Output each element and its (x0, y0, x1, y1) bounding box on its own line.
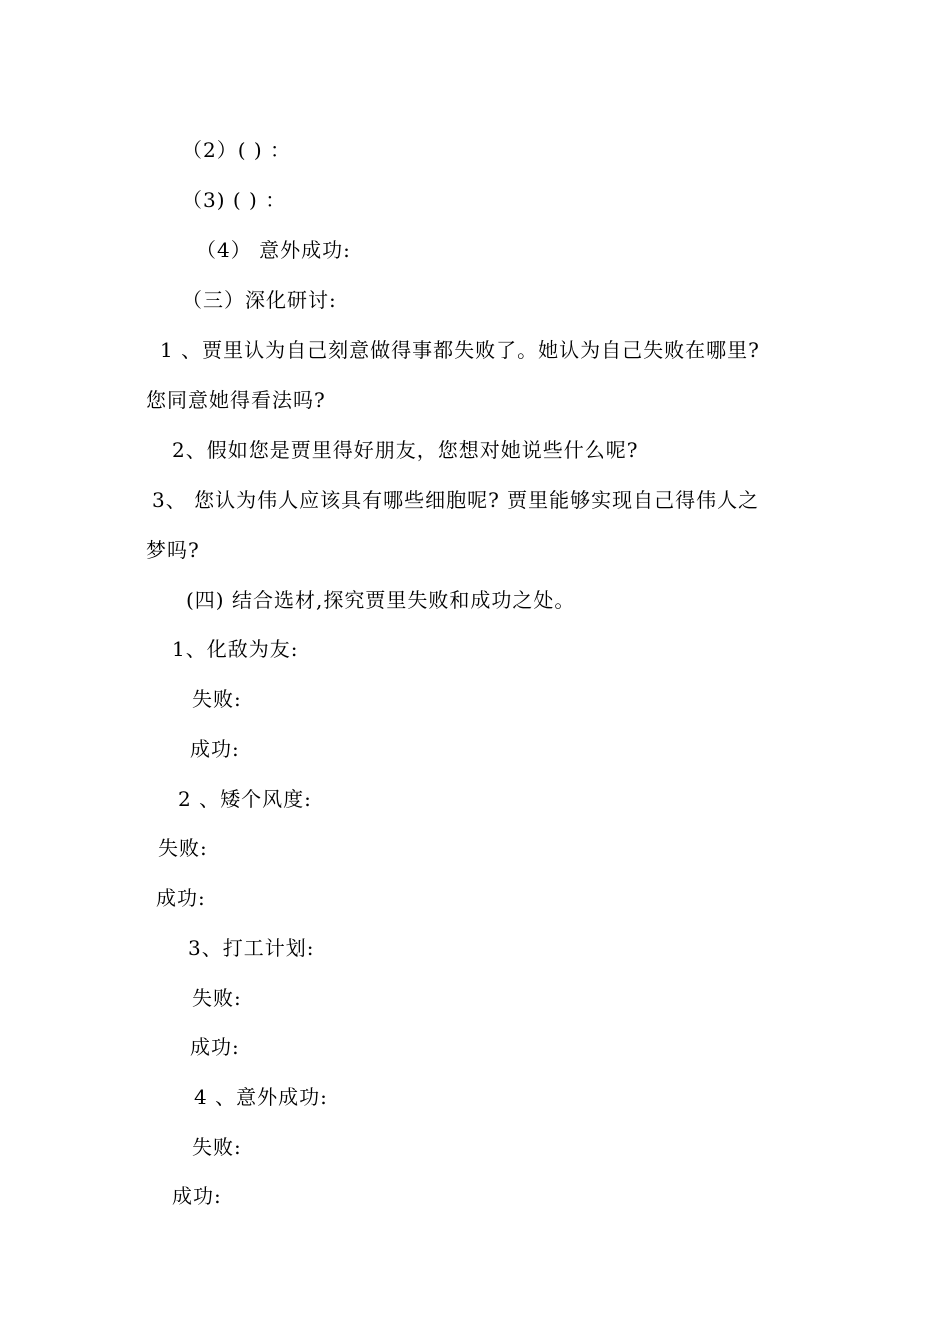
topic-2-success: 成功: (156, 886, 206, 910)
topic-4-success: 成功: (172, 1184, 222, 1208)
topic-4-heading: 4 、意外成功: (194, 1085, 328, 1109)
item-2-blank: （2）( ) ： (182, 138, 292, 162)
topic-4-failure: 失败: (192, 1135, 242, 1159)
item-4-unexpected-success: （4） 意外成功: (196, 238, 351, 262)
topic-1-heading: 1、化敌为友: (172, 637, 299, 661)
question-2: 2、假如您是贾里得好朋友，您想对她说些什么呢? (172, 438, 639, 462)
topic-1-success: 成功: (190, 737, 240, 761)
topic-3-success: 成功: (190, 1035, 240, 1059)
question-3-line-1: 3、 您认为伟人应该具有哪些细胞呢? 贾里能够实现自己得伟人之 (152, 488, 760, 512)
topic-1-failure: 失败: (192, 687, 242, 711)
topic-2-failure: 失败: (158, 836, 208, 860)
item-3-blank: （3) ( ) ： (182, 188, 287, 212)
topic-3-failure: 失败: (192, 986, 242, 1010)
question-3-line-2: 梦吗? (146, 538, 200, 562)
section-3-heading: （三）深化研讨: (182, 288, 337, 312)
topic-3-heading: 3、打工计划: (188, 936, 315, 960)
question-1-line-1: 1 、贾里认为自己刻意做得事都失败了。她认为自己失败在哪里? (160, 338, 760, 362)
topic-2-heading: 2 、矮个风度: (178, 787, 312, 811)
section-4-heading: (四) 结合选材,探究贾里失败和成功之处。 (186, 588, 576, 612)
question-1-line-2: 您同意她得看法吗? (146, 388, 326, 412)
